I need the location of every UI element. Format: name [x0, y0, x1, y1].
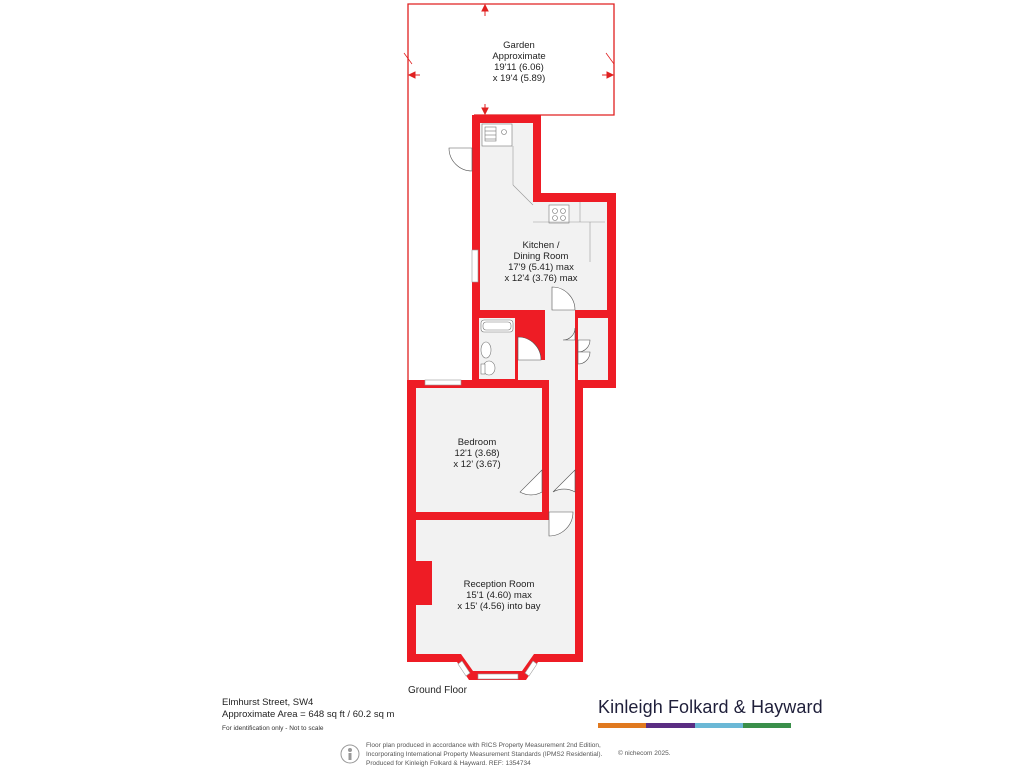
credit-line-1: Floor plan produced in accordance with RICS Property Measurement 2nd Edition, [366, 742, 601, 749]
credit-text [366, 741, 602, 768]
bedroom-label [453, 437, 500, 470]
landing-floor [518, 360, 548, 380]
hob-icon [549, 205, 569, 223]
hallway-floor [549, 380, 575, 520]
svg-text:19'11 (6.06): 19'11 (6.06) [494, 62, 544, 73]
svg-text:Kitchen /: Kitchen / [522, 240, 560, 251]
svg-text:Bedroom: Bedroom [457, 437, 497, 448]
svg-text:x 12' (3.67): x 12' (3.67) [453, 459, 501, 470]
disclaimer: For identification only - Not to scale [222, 725, 324, 732]
chimney-breast [416, 561, 432, 605]
svg-text:Approximate: Approximate [492, 51, 546, 62]
ipms-badge-icon [340, 742, 360, 766]
bath-tub-icon [483, 322, 511, 330]
garden-label [492, 40, 545, 84]
property-address: Elmhurst Street, SW4 [222, 697, 314, 708]
hall-rear-floor [545, 300, 575, 382]
tap-icon [502, 130, 507, 135]
copyright-text: © nichecom 2025. [618, 750, 671, 757]
bay-window-front [478, 674, 518, 679]
brand-name: Kinleigh Folkard & Hayward [598, 697, 823, 717]
brand-bar-blue [695, 723, 743, 728]
property-info [222, 697, 394, 735]
brand-color-bars [598, 723, 791, 728]
svg-text:Garden: Garden [503, 40, 535, 51]
kitchen-garden-door [449, 148, 472, 171]
svg-text:Dining Room: Dining Room [513, 251, 569, 262]
kitchen-window [472, 250, 478, 282]
property-area: Approximate Area = 648 sq ft / 60.2 sq m [222, 709, 395, 720]
svg-text:17'9 (5.41) max: 17'9 (5.41) max [508, 262, 574, 273]
brand-logo [598, 697, 823, 728]
brand-bar-purple [646, 723, 694, 728]
basin-icon [481, 342, 491, 358]
svg-text:x 19'4 (5.89): x 19'4 (5.89) [492, 73, 546, 84]
credit-line-2: Incorporating International Property Measurement Standards (IPMS2 Residential). [366, 751, 603, 758]
svg-text:15'1 (4.60) max: 15'1 (4.60) max [466, 590, 532, 601]
brand-bar-orange [598, 723, 646, 728]
svg-text:12'1 (3.68): 12'1 (3.68) [454, 448, 500, 459]
reception-label [457, 579, 540, 612]
svg-text:x 15' (4.56) into bay: x 15' (4.56) into bay [457, 601, 541, 612]
brand-bar-green [743, 723, 791, 728]
floor-label: Ground Floor [408, 685, 467, 696]
svg-text:x 12'4 (3.76) max: x 12'4 (3.76) max [504, 273, 578, 284]
credit-line-3: Produced for Kinleigh Folkard & Hayward. REF: 1354734 [366, 760, 531, 767]
svg-text:Reception Room: Reception Room [463, 579, 535, 590]
bedroom-window [425, 380, 461, 385]
